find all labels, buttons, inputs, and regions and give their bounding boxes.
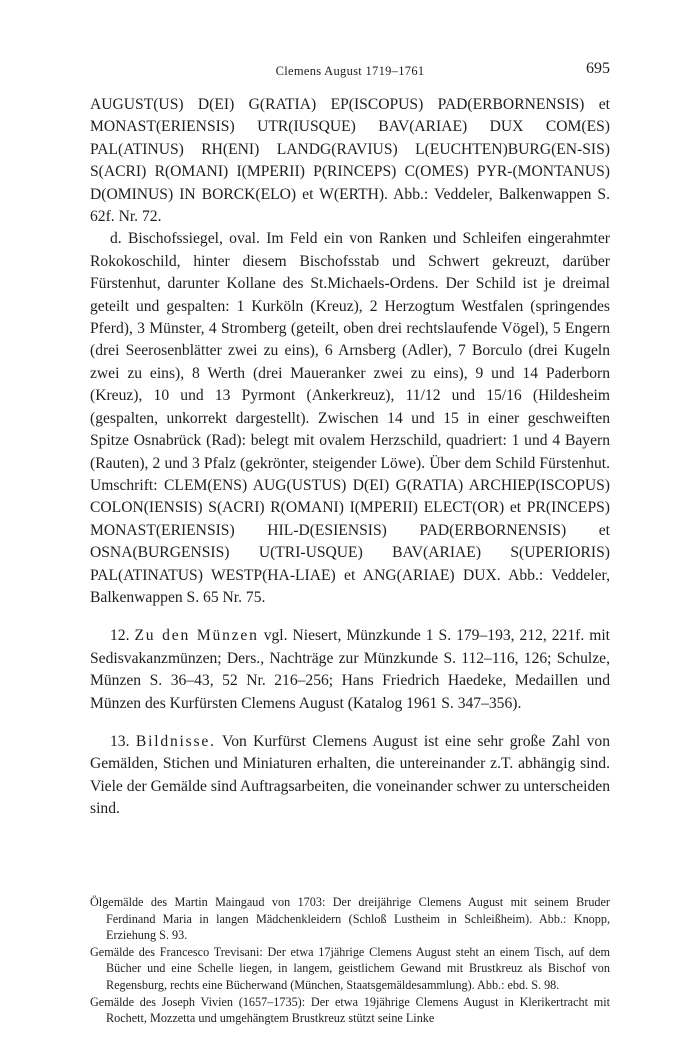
- paragraph-bishop-seal: d. Bischofssiegel, oval. Im Feld ein von Ranken und Schleifen eingerahmter Rokokoschild, hinter diesem Bischofsstab und Schwert gekreuzt, darüber Fürstenhut, darunter Kollane des St.Michaels-Ordens. Der Schild ist je dreimal geteilt und gespalten: 1 Kurköln (Kreuz), 2 Herzogtum Westfalen (springendes Pferd), 3 Münster, 4 Stromberg (geteilt, oben drei rechtslaufende Vögel), 5 Engern (drei Seerosenblätter zwei zu eins), 6 Arnsberg (Adler), 7 Borculo (drei Kugeln zwei zu eins), 8 Werth (drei Maueranker zwei zu eins), 9 und 14 Paderborn (Kreuz), 10 und 13 Pyrmont (Ankerkreuz), 11/12 und 15/16 (Hildesheim (gespalten, unkorrekt dargestellt). Zwischen 14 und 15 in einer geschweiften Spitze Osnabrück (Rad): belegt mit ovalem Herzschild, quadriert: 1 und 4 Bayern (Rauten), 2 und 3 Pfalz (gekrönter, steigender Löwe). Über dem Schild Fürstenhut. Umschrift: CLEM(ENS) AUG(USTUS) D(EI) G(RATIA) ARCHIEP(ISCOPUS) COLON(IENSIS) S(ACRI) R(OMANI) I(MPERII) ELECT(OR) et PR(INCEPS) MONAST(ERIENSIS) HIL-D(ESIENSIS) PAD(ERBORNENSIS) et OSNA(BURGENSIS) U(TRI-USQUE) BAV(ARIAE) S(UPERIORIS) PAL(ATINATUS) WESTP(HA-LIAE) et ANG(ARIAE) DUX. Abb.: Veddeler, Balkenwappen S. 65 Nr. 75.: [90, 230, 610, 606]
- portrait-entry-vivien: Gemälde des Joseph Vivien (1657–1735): Der etwa 19jährige Clemens August in Klerikertracht mit Rochett, Mozzetta und umgehängtem Brustkreuz stützt seine Linke: [90, 994, 610, 1026]
- section-13-number: 13.: [110, 732, 130, 750]
- portrait-entry-maingaud: Ölgemälde des Martin Maingaud von 1703: Der dreijährige Clemens August mit seinem Bruder Ferdinand Maria in langen Mädchenkleidern (Schloß Lustheim in Schleißheim). Abb.: Knopp, Erziehung S. 93.: [90, 895, 610, 943]
- section-13-portraits: [90, 731, 610, 821]
- section-12-text: vgl. Niesert, Münzkunde 1 S. 179–193, 212, 221f. mit Sedisvakanzmünzen; Ders., Nachträge zur Münzkunde S. 112–116, 126; Schulze, Münzen S. 36–43, 52 Nr. 216–256; Hans Friedrich Haedeke, Medaillen und Münzen des Kurfürsten Clemens August (Katalog 1961 S. 347–356).: [90, 627, 610, 712]
- running-title: Clemens August 1719–1761: [275, 64, 425, 78]
- portrait-entry-trevisani: Gemälde des Francesco Trevisani: Der etwa 17jährige Clemens August steht an einem Tisch, auf dem Bücher und eine Schelle liegen, in langem, geistlichem Gewand mit Brustkreuz als Bischof von Regensburg, rechts eine Bücherwand (München, Staatsgemäldesammlung). Abb.: ebd. S. 98.: [90, 944, 610, 992]
- section-12-heading: Zu den Münzen: [134, 627, 259, 645]
- section-12-number: 12.: [110, 627, 130, 645]
- document-page: [90, 0, 610, 1048]
- portrait-list: [90, 894, 610, 1027]
- paragraph-seal-legend: AUGUST(US) D(EI) G(RATIA) EP(ISCOPUS) PAD(ERBORNENSIS) et MONAST(ERIENSIS) UTR(IUSQUE) BAV(ARIAE) DUX COM(ES) PAL(ATINUS) RH(ENI) LANDG(RAVIUS) L(EUCHTEN)BURG(EN-SIS) S(ACRI) R(OMANI) I(MPERII) P(RINCEPS) C(OMES) PYR-(MONTANUS) D(OMINUS) IN BORCK(ELO) et W(ERTH). Abb.: Veddeler, Balkenwappen S. 62f. Nr. 72.: [90, 96, 610, 226]
- section-13-text: Von Kurfürst Clemens August ist eine sehr große Zahl von Gemälden, Stichen und Miniaturen erhalten, die untereinander z.T. abhängig sind. Viele der Gemälde sind Auftragsarbeiten, die voneinander schwer zu unterscheiden sind.: [90, 732, 610, 818]
- running-head: [90, 60, 610, 82]
- section-12-coins: [90, 625, 610, 715]
- page-number: 695: [586, 60, 610, 77]
- body-text: [90, 94, 610, 821]
- section-13-heading: Bildnisse.: [135, 732, 216, 750]
